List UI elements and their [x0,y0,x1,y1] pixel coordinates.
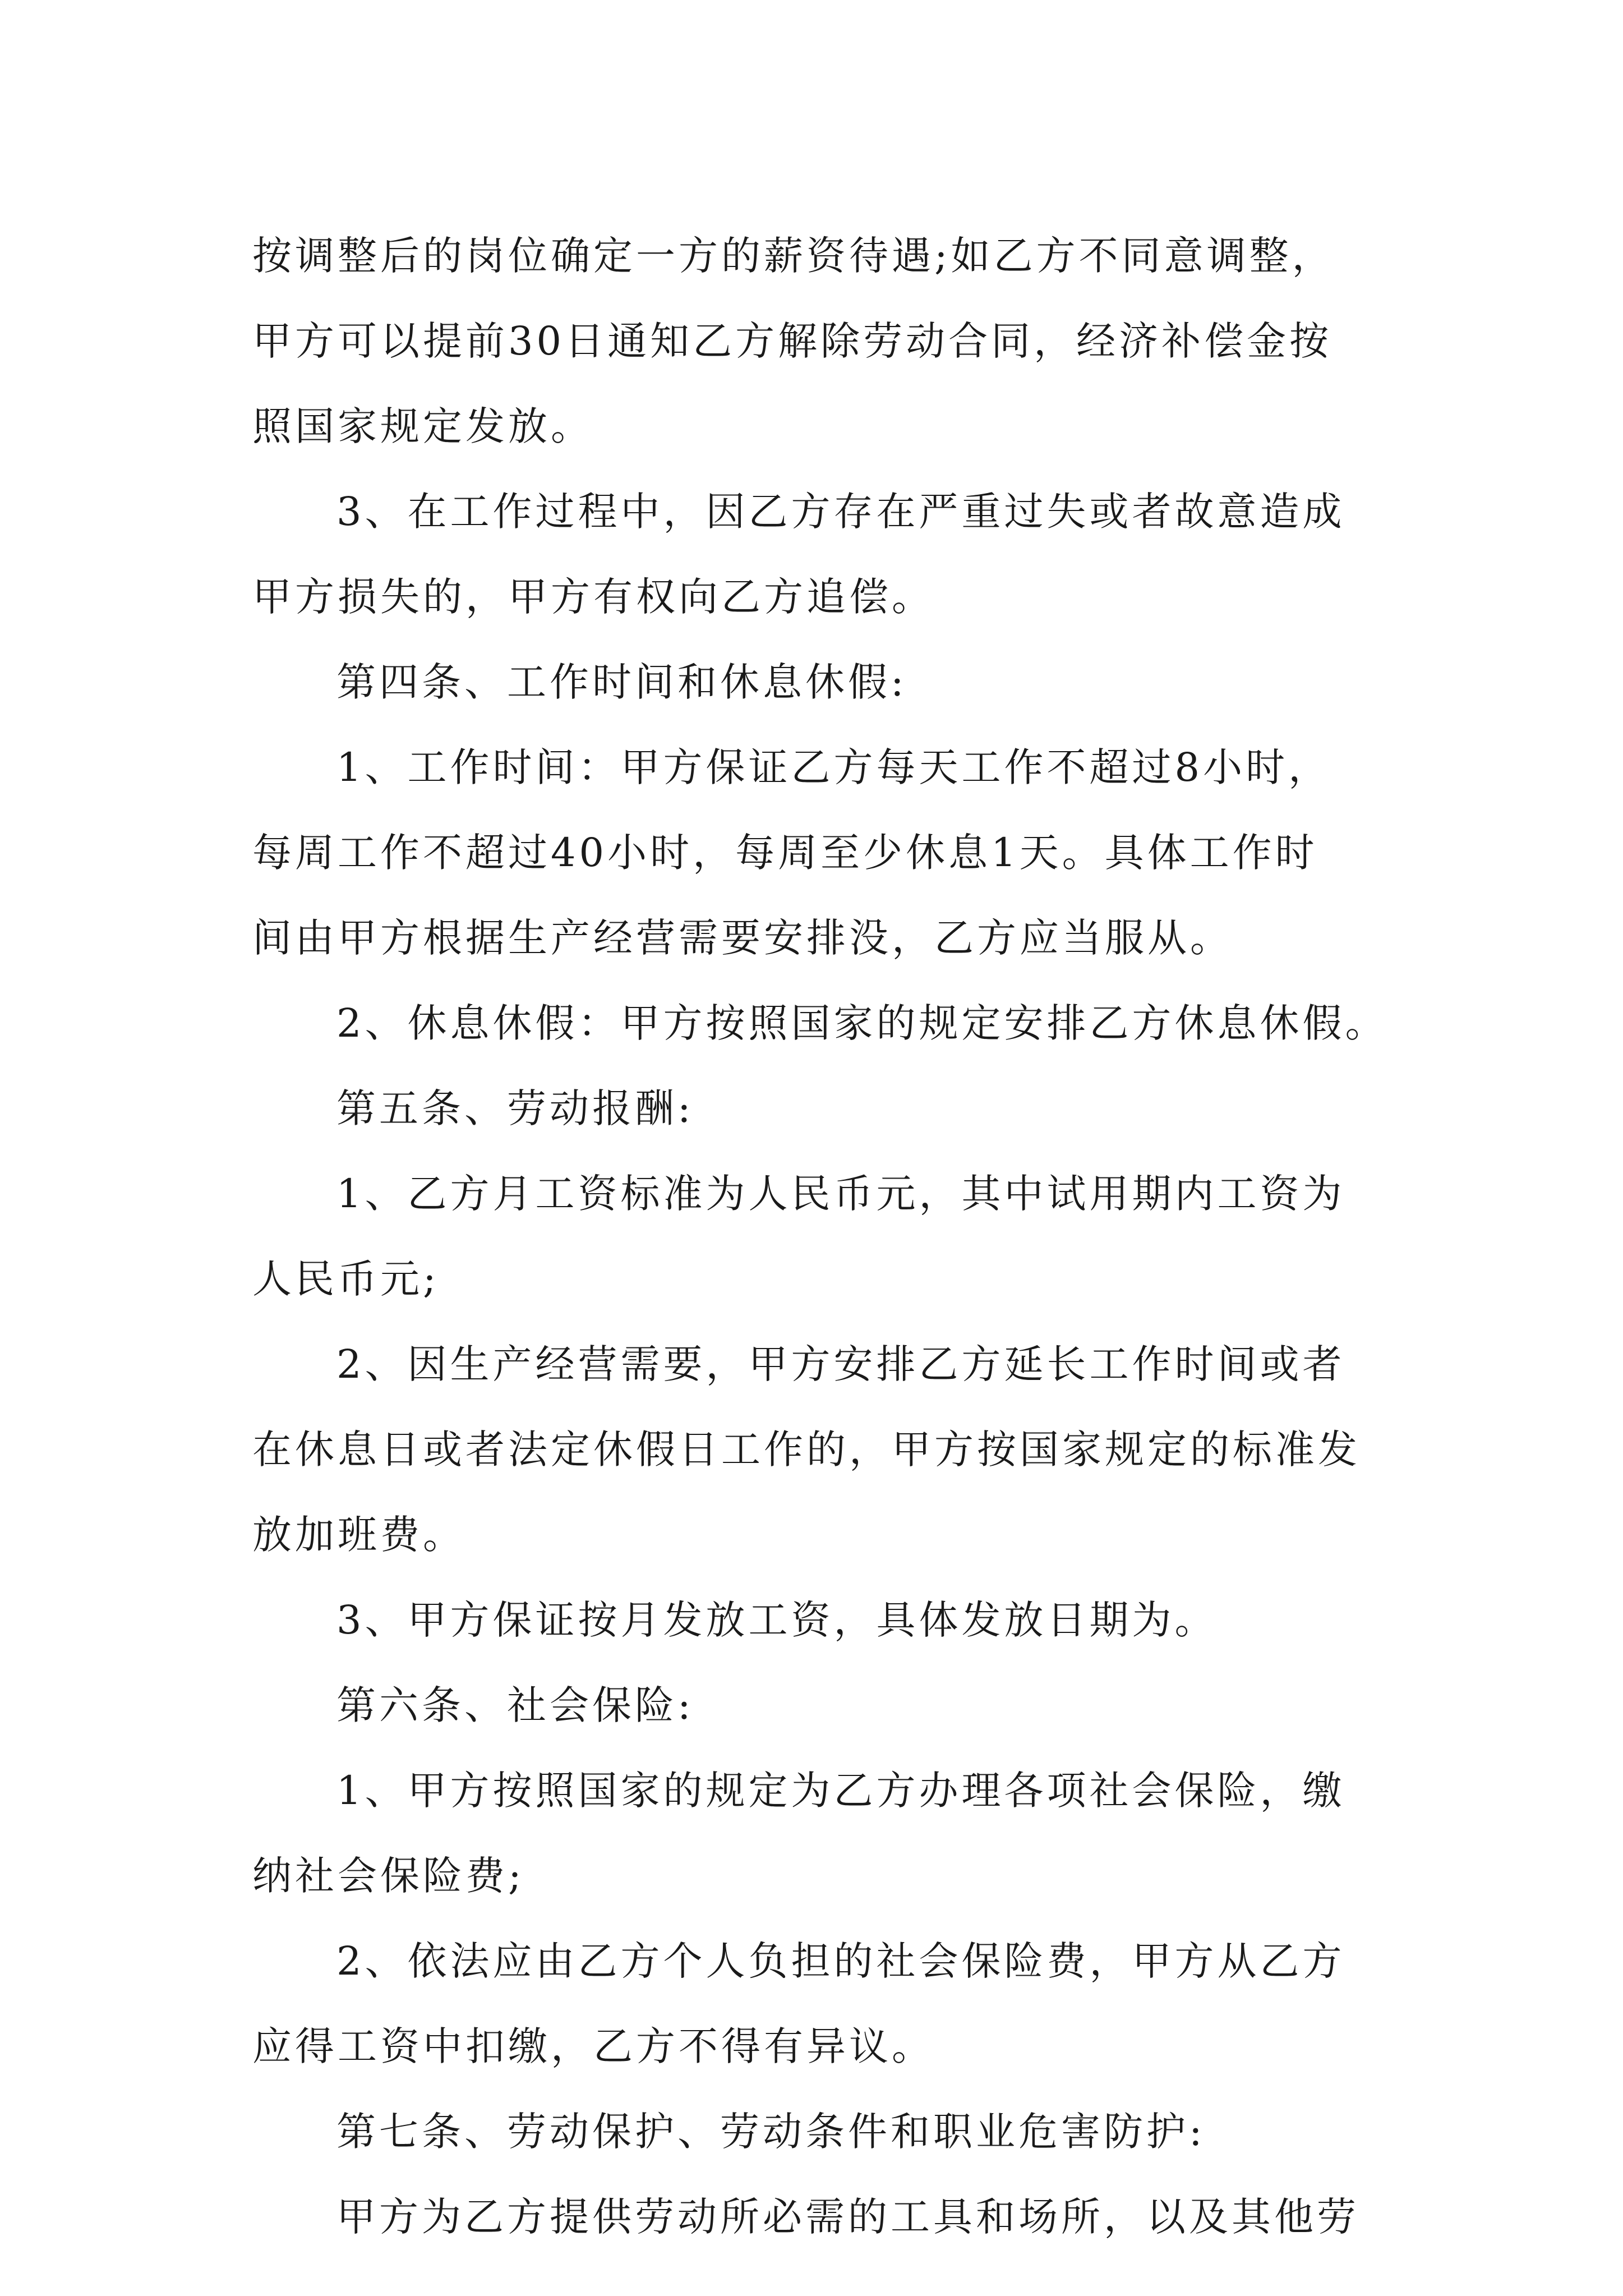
text-line: 放加班费。 [252,1512,465,1558]
text-line: 1、甲方按照国家的规定为乙方办理各项社会保险，缴 [336,1768,1345,1814]
text-line: 甲方可以提前30日通知乙方解除劳动合同，经济补偿金按 [252,318,1332,364]
document-body [252,213,1408,2260]
text-line: 纳社会保险费; [252,1853,525,1899]
text-line: 在休息日或者法定休假日工作的，甲方按国家规定的标准发 [252,1427,1361,1473]
text-line: 2、休息休假：甲方按照国家的规定安排乙方休息休假。 [336,1000,1388,1046]
text-line: 甲方损失的，甲方有权向乙方追偿。 [252,574,934,620]
text-line: 每周工作不超过40小时，每周至少休息1天。具体工作时 [252,830,1318,876]
text-line: 1、乙方月工资标准为人民币元，其中试用期内工资为 [336,1171,1345,1217]
text-line: 照国家规定发放。 [252,403,593,449]
text-line: 应得工资中扣缴，乙方不得有异议。 [252,2023,934,2069]
text-line: 2、依法应由乙方个人负担的社会保险费，甲方从乙方 [336,1938,1345,1984]
text-line: 按调整后的岗位确定一方的薪资待遇;如乙方不同意调整， [252,233,1335,279]
text-line: 第四条、工作时间和休息休假: [336,659,907,705]
text-line: 3、甲方保证按月发放工资，具体发放日期为。 [336,1597,1218,1643]
text-line: 第六条、社会保险: [336,1682,694,1728]
text-line: 第五条、劳动报酬: [336,1085,694,1131]
text-line: 1、工作时间：甲方保证乙方每天工作不超过8小时， [336,744,1331,790]
text-line: 人民币元; [252,1256,440,1302]
text-line: 间由甲方根据生产经营需要安排没，乙方应当服从。 [252,915,1233,961]
text-line: 第七条、劳动保护、劳动条件和职业危害防护: [336,2109,1206,2155]
text-line: 甲方为乙方提供劳动所必需的工具和场所，以及其他劳 [336,2194,1359,2240]
text-line: 2、因生产经营需要，甲方安排乙方延长工作时间或者 [336,1341,1345,1387]
text-line: 3、在工作过程中，因乙方存在严重过失或者故意造成 [336,489,1345,535]
